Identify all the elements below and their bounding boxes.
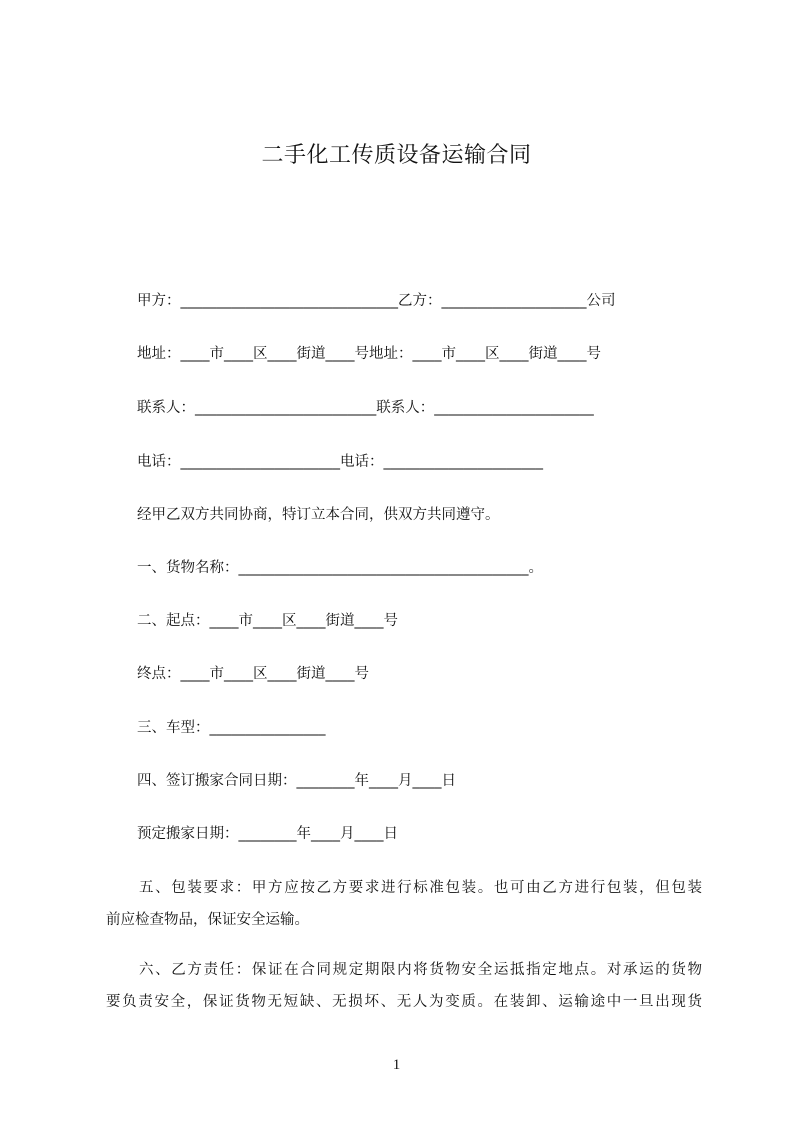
packing-clause-row: 五、包装要求：甲方应按乙方要求进行标准包装。也可由乙方进行包装，但包装 <box>139 880 702 896</box>
party-b-duty-clause-row: 要负责安全，保证货物无短缺、无损坏、无人为变质。在装卸、运输途中一旦出现货 <box>106 994 702 1010</box>
move-date-line: 预定搬家日期：________年____月____日 <box>137 826 398 842</box>
goods-name-line: 一、货物名称：________________________________________。 <box>137 560 543 576</box>
intro-line: 经甲乙双方共同协商，特订立本合同，供双方共同遵守。 <box>137 507 500 523</box>
sign-date-line: 四、签订搬家合同日期：________年____月____日 <box>137 773 456 789</box>
party-line: 甲方：______________________________乙方：____________________公司 <box>137 293 616 309</box>
phone-line: 电话：______________________电话：______________________ <box>137 454 543 470</box>
party-b-duty-clause-row: 六、乙方责任：保证在合同规定期限内将货物安全运抵指定地点。对承运的货物 <box>139 962 702 978</box>
party-b-duty-clause <box>106 958 702 1022</box>
start-point-line: 二、起点：____市____区____街道____号 <box>137 613 398 629</box>
contact-line: 联系人：_________________________联系人：______________________ <box>137 400 594 416</box>
end-point-line: 终点：____市____区____街道____号 <box>137 666 369 682</box>
packing-clause-row: 前应检查物品，保证安全运输。 <box>106 912 309 928</box>
page-number: 1 <box>392 1057 401 1073</box>
vehicle-type-line: 三、车型：________________ <box>137 720 326 736</box>
address-line: 地址：____市____区____街道____号地址：____市____区____街道____号 <box>137 346 601 362</box>
packing-clause <box>106 876 702 940</box>
document-title: 二手化工传质设备运输合同 <box>261 143 532 168</box>
